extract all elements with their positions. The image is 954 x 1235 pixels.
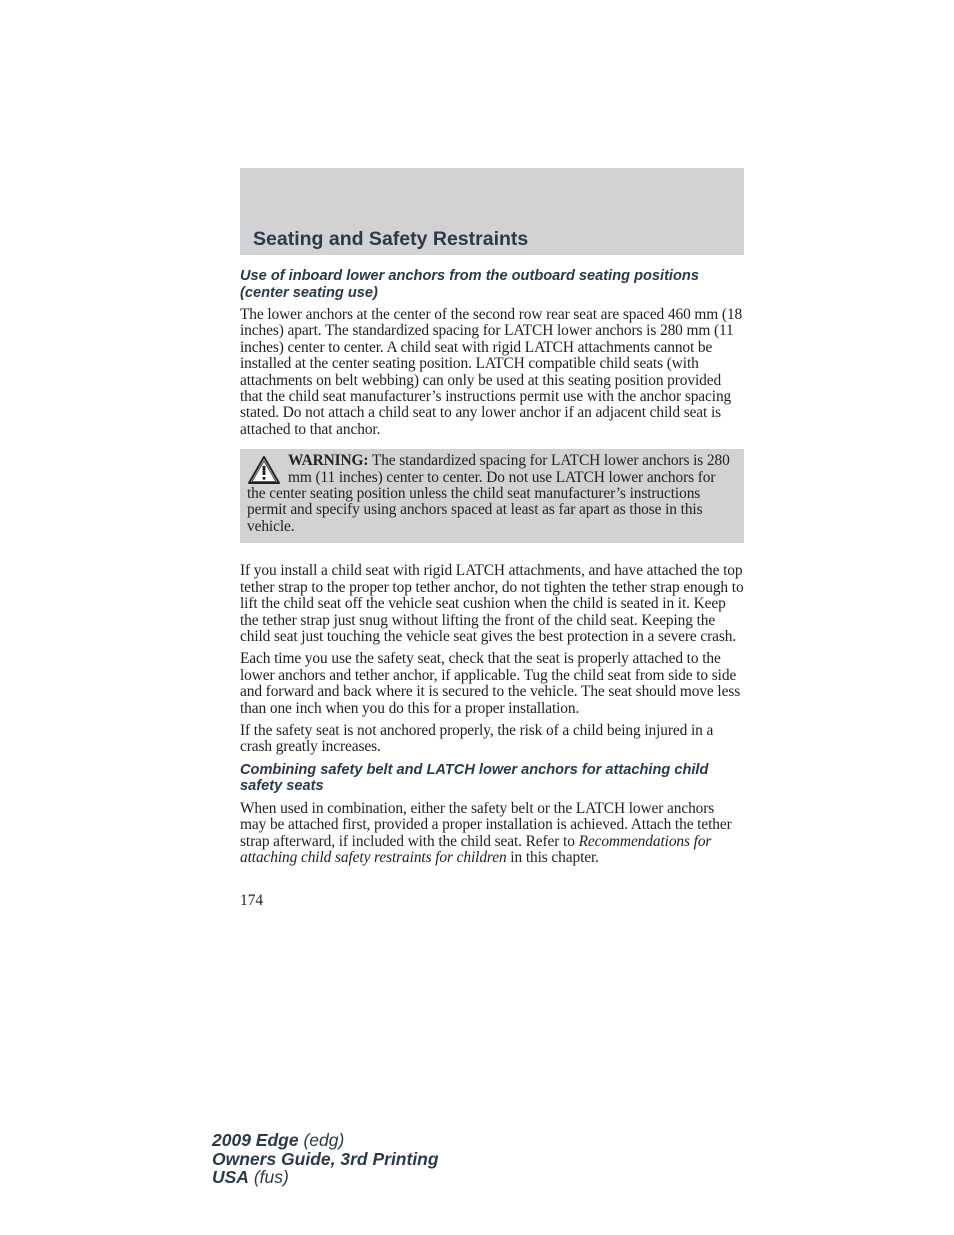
page-content — [240, 268, 744, 910]
warning-label: WARNING: — [288, 452, 369, 470]
subheading-combining: Combining safety belt and LATCH lower anchors for attaching child safety seats — [240, 761, 709, 795]
paragraph-inboard-anchors: The lower anchors at the center of the second row rear seat are spaced 460 mm (18 inches) apart. The standardized spacing for LATCH lower anchors is 280 mm (11 inches) center to center. A child seat with rigid LATCH attachments cannot be installed at the center seating position. LATCH compatible child seats (with attachments on belt webbing) can only be used at this seating position provided that the child seat manufacturer’s instructions permit use with the anchor spacing stated. Do not attach a child seat to any lower anchor if an adjacent child seat is attached to that anchor. — [240, 306, 743, 438]
combining-text-start: When used in combination, either the safety belt or the LATCH lower anchors may be attached first, provided a proper installation is achieved. Attach the tether strap afterward, if included with the child seat. Refer to — [240, 799, 732, 850]
combining-text-end: in this chapter. — [506, 848, 599, 866]
paragraph-combining — [240, 801, 744, 867]
subheading-inboard-anchors: Use of inboard lower anchors from the outboard seating positions (center seating use) — [240, 268, 699, 301]
warning-triangle-icon — [247, 455, 281, 485]
footer-line-model — [212, 1131, 439, 1150]
warning-text — [247, 453, 736, 535]
footer-model-code: (edg) — [298, 1130, 345, 1150]
warning-body: The standardized spacing for LATCH lower anchors is 280 mm (11 inches) center to center. Do not use LATCH lower anchors for the center seating position unless the child seat manufacturer’s instructions permit and specify using anchors spaced at least as far apart as those in this vehicle. — [247, 452, 730, 535]
footer-line-edition: Owners Guide, 3rd Printing — [212, 1148, 439, 1169]
combining-cross-reference: Recommendations for attaching child safety restraints for children — [240, 832, 712, 866]
section-header-band — [240, 168, 744, 255]
footer-region: USA — [212, 1167, 249, 1187]
page-number: 174 — [240, 892, 264, 910]
footer-model: 2009 Edge — [212, 1130, 299, 1150]
paragraph-tether-strap: If you install a child seat with rigid LATCH attachments, and have attached the top tether strap to the proper top tether anchor, do not tighten the tether strap enough to lift the child seat off the vehicle seat cushion when the child is seated in it. Keep the tether strap just snug without lifting the front of the child seat. Keeping the child seat just touching the vehicle seat gives the best protection in a severe crash. — [240, 562, 744, 645]
section-title: Seating and Safety Restraints — [253, 228, 529, 250]
document-footer — [212, 1131, 439, 1187]
paragraph-risk: If the safety seat is not anchored properly, the risk of a child being injured in a crash greatly increases. — [240, 721, 714, 756]
footer-region-code: (fus) — [248, 1167, 289, 1187]
warning-box — [240, 449, 744, 543]
paragraph-check-seat: Each time you use the safety seat, check that the seat is properly attached to the lower anchors and tether anchor, if applicable. Tug the child seat from side to side and forward and back where it is secured to the vehicle. The seat should move less than one inch when you do this for a proper installation. — [240, 650, 741, 717]
footer-line-region — [212, 1168, 439, 1187]
